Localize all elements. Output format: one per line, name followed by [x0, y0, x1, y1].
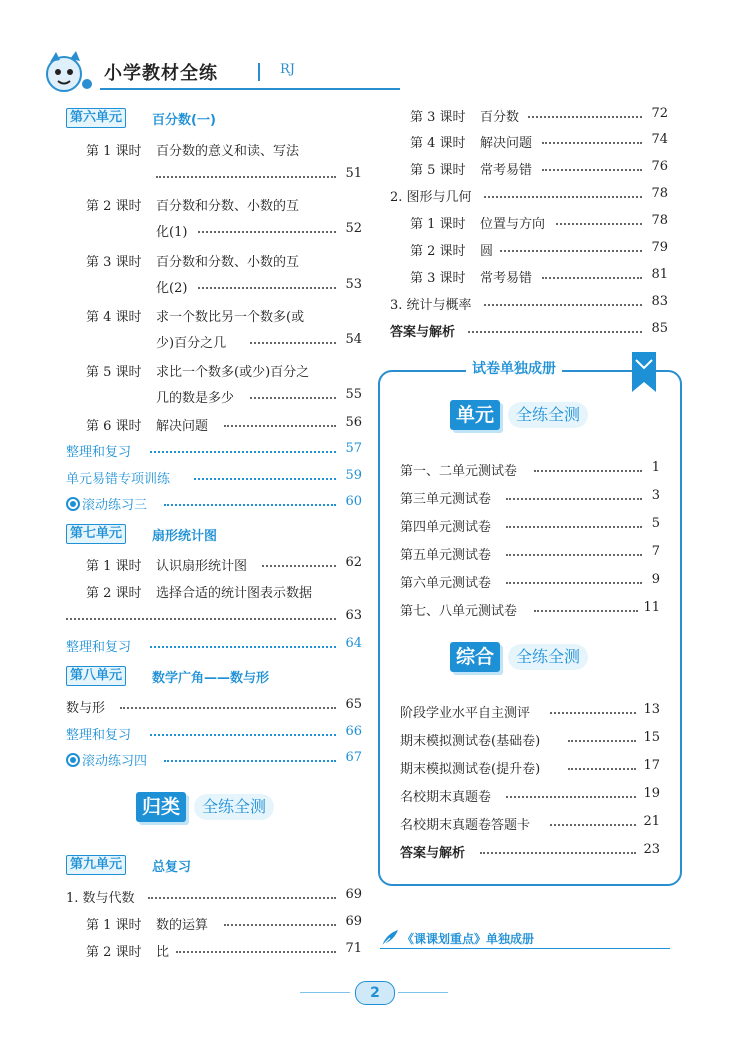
- lesson-number: 第 1 课时: [86, 559, 142, 574]
- entry-label: 滚动练习四: [82, 754, 148, 769]
- dot-leader: [534, 610, 638, 612]
- page-number: 55: [345, 387, 362, 402]
- unit-name: 扇形统计图: [152, 529, 218, 544]
- dot-leader: [66, 618, 336, 620]
- toc-entry-u9-s1[interactable]: [66, 887, 362, 907]
- entry-label: 整理和复习: [66, 445, 132, 460]
- entry-label: 答案与解析: [390, 325, 456, 340]
- lesson-number: 第 2 课时: [86, 945, 142, 960]
- page-number: 13: [643, 702, 660, 717]
- edition-label: RJ: [280, 62, 295, 77]
- lesson-number: 第 1 课时: [410, 217, 466, 232]
- lesson-title: 百分数的意义和读、写法: [156, 144, 300, 159]
- toc-entry-comp-3[interactable]: [400, 758, 660, 778]
- entry-label: 期末模拟测试卷(提升卷): [400, 762, 541, 777]
- lesson-number: 第 2 课时: [410, 244, 466, 259]
- toc-entry-u8-review[interactable]: [66, 724, 362, 744]
- bookmark-icon: [632, 352, 656, 392]
- entry-label: 数与形: [66, 701, 106, 716]
- dot-leader: [468, 331, 642, 333]
- lesson-title-cont: 几的数是多少: [156, 391, 235, 406]
- lesson-number: 第 5 课时: [410, 163, 466, 178]
- feather-pen-icon: [380, 928, 400, 948]
- page-number: 21: [643, 814, 660, 829]
- unit9-heading[interactable]: [66, 855, 362, 877]
- entry-label: 单元易错专项训练: [66, 472, 171, 487]
- dot-leader: [506, 554, 642, 556]
- toc-entry-test-3[interactable]: [400, 516, 660, 536]
- lesson-title: 解决问题: [480, 136, 533, 151]
- dot-leader: [480, 852, 636, 854]
- page-number: 78: [651, 186, 668, 201]
- lesson-number: 第 1 课时: [86, 918, 142, 933]
- banner-sub: 全练全测: [508, 402, 588, 428]
- dot-leader: [484, 304, 642, 306]
- unit-test-banner: [450, 400, 610, 434]
- banner-main: 归类: [136, 792, 186, 822]
- dot-leader: [120, 707, 336, 709]
- banner-main: 综合: [450, 642, 500, 672]
- lesson-number: 第 3 课时: [410, 271, 466, 286]
- footer-line-right: [398, 992, 448, 993]
- toc-entry-u6-review[interactable]: [66, 441, 362, 461]
- toc-entry-u9-l1[interactable]: [66, 914, 362, 934]
- lesson-title: 求一个数比另一个数多(或: [156, 310, 305, 325]
- lesson-title: 位置与方向: [480, 217, 546, 232]
- page-number: 51: [345, 166, 362, 181]
- entry-label: 第一、二单元测试卷: [400, 464, 518, 479]
- page-number: 72: [651, 106, 668, 121]
- dot-leader: [150, 646, 336, 648]
- page-number: 15: [643, 730, 660, 745]
- lesson-number: 第 3 课时: [410, 110, 466, 125]
- lesson-number: 第 2 课时: [86, 586, 142, 601]
- dot-leader: [164, 760, 336, 762]
- lesson-title: 圆: [480, 244, 494, 259]
- lesson-number: 第 6 课时: [86, 419, 142, 434]
- entry-label: 期末模拟测试卷(基础卷): [400, 734, 541, 749]
- dot-leader: [500, 250, 642, 252]
- lesson-number: 第 4 课时: [86, 310, 142, 325]
- page-number: 65: [345, 697, 362, 712]
- mascot-logo-icon: [40, 50, 96, 96]
- dot-leader: [550, 712, 636, 714]
- toc-entry-u9-answers[interactable]: [390, 321, 668, 341]
- page-number: 19: [643, 786, 660, 801]
- page-number: 69: [345, 914, 362, 929]
- lesson-title: 认识扇形统计图: [156, 559, 248, 574]
- dot-leader: [542, 169, 642, 171]
- page-number: 1: [651, 460, 660, 475]
- toc-entry-comp-5[interactable]: [400, 814, 660, 834]
- page-number: 57: [345, 441, 362, 456]
- page-number: 64: [345, 636, 362, 651]
- toc-entry-u7-review[interactable]: [66, 636, 362, 656]
- page-number: 79: [651, 240, 668, 255]
- toc-entry-u6-l2[interactable]: [66, 195, 362, 239]
- comprehensive-test-banner: [450, 642, 610, 676]
- unit-test-list: [400, 460, 660, 620]
- toc-entry-comp-2[interactable]: [400, 730, 660, 750]
- dot-leader: [150, 734, 336, 736]
- page-number: 69: [345, 887, 362, 902]
- rolling-practice-icon: [66, 753, 80, 767]
- page-header: [40, 50, 360, 95]
- toc-entry-u6-errors[interactable]: [66, 468, 362, 488]
- page-number: 23: [643, 842, 660, 857]
- toc-entry-u9-g3[interactable]: [390, 267, 668, 287]
- dot-leader: [506, 526, 642, 528]
- toc-entry-u9-g1[interactable]: [390, 213, 668, 233]
- toc-entry-u9-l2[interactable]: [66, 941, 362, 961]
- entry-label: 整理和复习: [66, 728, 132, 743]
- lesson-title: 比: [156, 945, 170, 960]
- page-number: 83: [651, 294, 668, 309]
- dot-leader: [542, 277, 642, 279]
- entry-label: 答案与解析: [400, 846, 466, 861]
- dot-leader: [194, 478, 336, 480]
- toc-entry-u9-s2[interactable]: [390, 186, 668, 206]
- unit-badge: 第九单元: [66, 855, 126, 875]
- lesson-title-cont: 化(1): [156, 225, 188, 240]
- lesson-title-cont: 少)百分之几: [156, 336, 227, 351]
- dot-leader: [506, 498, 642, 500]
- page-number: 59: [345, 468, 362, 483]
- lesson-title: 求比一个数多(或少)百分之: [156, 365, 310, 380]
- unit6-heading[interactable]: [66, 108, 362, 130]
- toc-entry-test-4[interactable]: [400, 544, 660, 564]
- lesson-title: 常考易错: [480, 271, 533, 286]
- lesson-title: 百分数和分数、小数的互: [156, 255, 300, 270]
- toc-entry-u8-shuyuxing[interactable]: [66, 697, 362, 717]
- dot-leader: [176, 951, 336, 953]
- dot-leader: [556, 223, 642, 225]
- lesson-number: 第 1 课时: [86, 144, 142, 159]
- dot-leader: [148, 897, 336, 899]
- page-number: 78: [651, 213, 668, 228]
- dot-leader: [198, 231, 336, 233]
- lesson-number: 第 5 课时: [86, 365, 142, 380]
- dot-leader: [224, 425, 336, 427]
- lesson-number: 第 3 课时: [86, 255, 142, 270]
- unit8-heading[interactable]: [66, 666, 362, 688]
- dot-leader: [262, 565, 336, 567]
- note-underline: [380, 948, 670, 949]
- page-number: 11: [643, 600, 660, 615]
- banner-sub: 全练全测: [194, 794, 274, 820]
- dot-leader: [250, 342, 336, 344]
- guilei-banner: [136, 792, 296, 826]
- toc-entry-u6-l4[interactable]: [66, 306, 362, 350]
- lesson-title: 百分数和分数、小数的互: [156, 199, 300, 214]
- page-number: 62: [345, 555, 362, 570]
- dot-leader: [156, 176, 336, 178]
- unit-badge: 第七单元: [66, 524, 126, 544]
- toc-entry-u9-l5[interactable]: [390, 159, 668, 179]
- lesson-number: 第 2 课时: [86, 199, 142, 214]
- toc-entry-u9-l3[interactable]: [390, 106, 668, 126]
- page-number-badge: 2: [355, 981, 395, 1005]
- entry-label: 阶段学业水平自主测评: [400, 706, 531, 721]
- lesson-title: 解决问题: [156, 419, 209, 434]
- dot-leader: [542, 142, 642, 144]
- toc-entry-u8-rolling[interactable]: [66, 750, 362, 770]
- separate-booklet-text: 《课课划重点》单独成册: [402, 932, 535, 946]
- toc-entry-u6-l6[interactable]: [66, 415, 362, 435]
- dot-leader: [506, 582, 642, 584]
- dot-leader: [506, 796, 636, 798]
- dot-leader: [550, 824, 636, 826]
- page-number: 53: [345, 277, 362, 292]
- toc-entry-u6-l1[interactable]: [66, 140, 362, 184]
- header-underline: [100, 88, 400, 90]
- page-number: 17: [643, 758, 660, 773]
- page-number: 85: [651, 321, 668, 336]
- toc-entry-test-2[interactable]: [400, 488, 660, 508]
- entry-label: 1. 数与代数: [66, 891, 135, 906]
- toc-entry-comp-answers[interactable]: [400, 842, 660, 862]
- page-number: 74: [651, 132, 668, 147]
- page-number: 71: [345, 941, 362, 956]
- page-number: 3: [651, 488, 660, 503]
- dot-leader: [568, 740, 636, 742]
- toc-entry-test-5[interactable]: [400, 572, 660, 592]
- entry-label: 第五单元测试卷: [400, 548, 492, 563]
- lesson-title: 百分数: [480, 110, 520, 125]
- page-number: 76: [651, 159, 668, 174]
- lesson-title: 常考易错: [480, 163, 533, 178]
- toc-entry-u7-l1[interactable]: [66, 555, 362, 575]
- entry-label: 滚动练习三: [82, 498, 148, 513]
- unit-name: 数学广角——数与形: [152, 671, 270, 686]
- unit-name: 百分数(一): [152, 113, 216, 128]
- dot-leader: [150, 451, 336, 453]
- dot-leader: [484, 196, 642, 198]
- page-number: 54: [345, 332, 362, 347]
- toc-entry-u9-l4[interactable]: [390, 132, 668, 152]
- toc-entry-u9-g2[interactable]: [390, 240, 668, 260]
- lesson-number: 第 4 课时: [410, 136, 466, 151]
- page-number: 9: [651, 572, 660, 587]
- dot-leader: [250, 397, 336, 399]
- rolling-practice-icon: [66, 497, 80, 511]
- toc-entry-u6-rolling[interactable]: [66, 494, 362, 514]
- entry-label: 第七、八单元测试卷: [400, 604, 518, 619]
- toc-entry-u7-l2[interactable]: [66, 582, 362, 626]
- book-title: 小学教材全练: [104, 63, 218, 84]
- entry-label: 第三单元测试卷: [400, 492, 492, 507]
- header-divider: [258, 63, 260, 81]
- page-number: 56: [345, 415, 362, 430]
- exam-booklet-panel: [378, 361, 682, 886]
- page-number: 81: [651, 267, 668, 282]
- dot-leader: [534, 470, 642, 472]
- lesson-title-cont: 化(2): [156, 281, 188, 296]
- dot-leader: [224, 924, 336, 926]
- comprehensive-test-list: [400, 702, 660, 872]
- toc-entry-test-6[interactable]: [400, 600, 660, 620]
- footer-line-left: [300, 992, 350, 993]
- lesson-title: 数的运算: [156, 918, 209, 933]
- entry-label: 第六单元测试卷: [400, 576, 492, 591]
- toc-entry-u6-l5[interactable]: [66, 361, 362, 405]
- toc-entry-test-1[interactable]: [400, 460, 660, 480]
- entry-label: 3. 统计与概率: [390, 298, 472, 313]
- exam-booklet-title: 试卷单独成册: [466, 358, 562, 378]
- entry-label: 名校期末真题卷: [400, 790, 492, 805]
- unit-name: 总复习: [152, 860, 192, 875]
- entry-label: 名校期末真题卷答题卡: [400, 818, 531, 833]
- unit-badge: 第六单元: [66, 108, 126, 128]
- page-number: 67: [345, 750, 362, 765]
- unit7-heading[interactable]: [66, 524, 362, 546]
- lesson-title: 选择合适的统计图表示数据: [156, 586, 313, 601]
- banner-main: 单元: [450, 400, 500, 430]
- entry-label: 整理和复习: [66, 640, 132, 655]
- toc-entry-comp-4[interactable]: [400, 786, 660, 806]
- dot-leader: [198, 287, 336, 289]
- page-number: 63: [345, 608, 362, 623]
- page-number: 66: [345, 724, 362, 739]
- dot-leader: [568, 768, 636, 770]
- toc-entry-comp-1[interactable]: [400, 702, 660, 722]
- toc-entry-u9-s3[interactable]: [390, 294, 668, 314]
- page-number: 60: [345, 494, 362, 509]
- page-number: 7: [651, 544, 660, 559]
- dot-leader: [528, 116, 642, 118]
- page-number: 5: [651, 516, 660, 531]
- toc-entry-u6-l3[interactable]: [66, 251, 362, 295]
- page-number: 52: [345, 221, 362, 236]
- dot-leader: [164, 504, 336, 506]
- entry-label: 2. 图形与几何: [390, 190, 472, 205]
- entry-label: 第四单元测试卷: [400, 520, 492, 535]
- banner-sub: 全练全测: [508, 644, 588, 670]
- separate-booklet-note: [380, 928, 670, 950]
- unit-badge: 第八单元: [66, 666, 126, 686]
